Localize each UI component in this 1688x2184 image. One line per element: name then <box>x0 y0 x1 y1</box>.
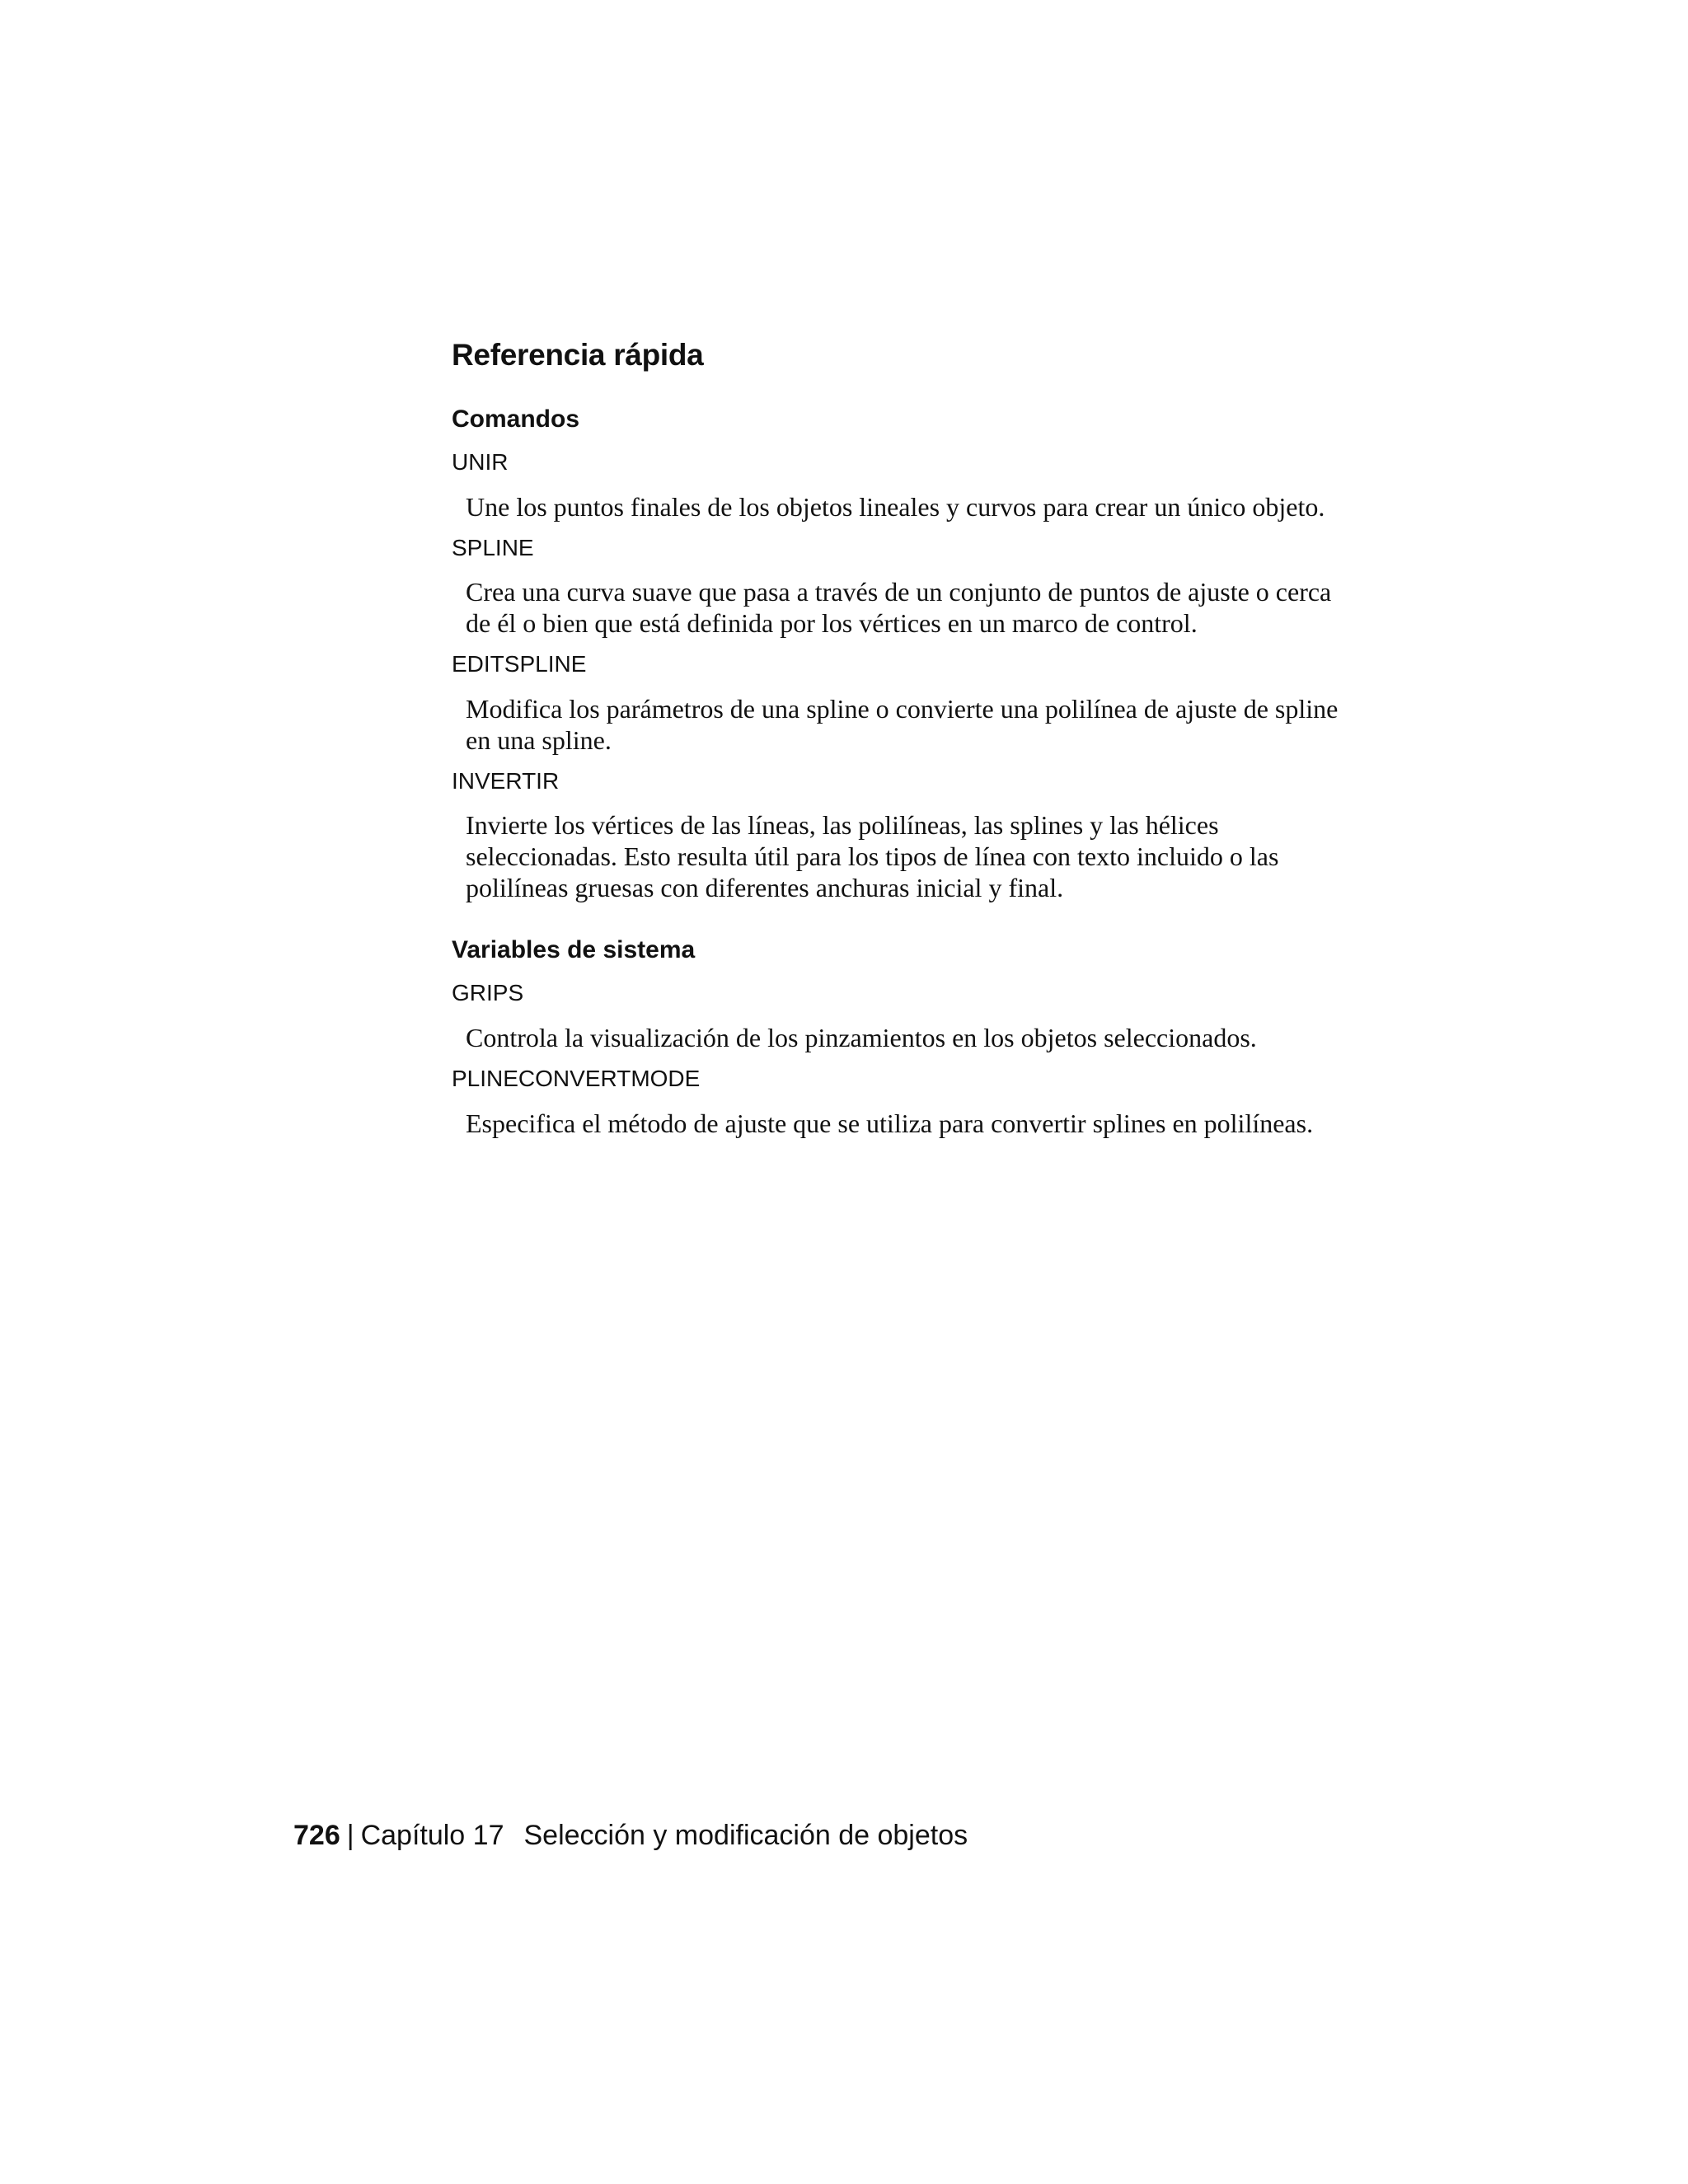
variable-term-grips: GRIPS <box>452 980 524 1006</box>
page-number: 726 <box>293 1820 340 1851</box>
command-description-invertir: Invierte los vértices de las líneas, las polilíneas, las splines y las hélices seleccionadas. Esto resulta útil para los tipos de línea con texto incluido o las polilíneas gruesas con diferentes anchuras inicial y final. <box>466 810 1279 903</box>
section-title: Referencia rápida <box>452 338 704 372</box>
command-term-spline: SPLINE <box>452 534 534 560</box>
command-term-unir: UNIR <box>452 449 509 475</box>
variable-term-plineconvertmode: PLINECONVERTMODE <box>452 1065 701 1091</box>
variable-description-grips: Controla la visualización de los pinzamientos en los objetos seleccionados. <box>466 1022 1257 1052</box>
variable-description-plineconvertmode: Especifica el método de ajuste que se utiliza para convertir splines en polilíneas. <box>466 1108 1314 1138</box>
system-variables-heading: Variables de sistema <box>452 936 696 964</box>
command-term-invertir: INVERTIR <box>452 767 560 794</box>
command-description-editspline: Modifica los parámetros de una spline o convierte una polilínea de ajuste de spline en una spline. <box>466 693 1339 755</box>
commands-heading: Comandos <box>452 405 580 433</box>
command-description-unir: Une los puntos finales de los objetos lineales y curvos para crear un único objeto. <box>466 491 1325 522</box>
command-description-spline: Crea una curva suave que pasa a través de un conjunto de puntos de ajuste o cerca de él o bien que está definida por los vértices en un marco de control. <box>466 577 1332 639</box>
page-content <box>452 338 1342 1151</box>
chapter-label: Capítulo 17 <box>360 1820 504 1851</box>
page-footer <box>293 1820 968 1852</box>
footer-separator: | <box>346 1820 354 1851</box>
chapter-title: Selección y modificación de objetos <box>523 1820 968 1851</box>
command-term-editspline: EDITSPLINE <box>452 651 587 677</box>
